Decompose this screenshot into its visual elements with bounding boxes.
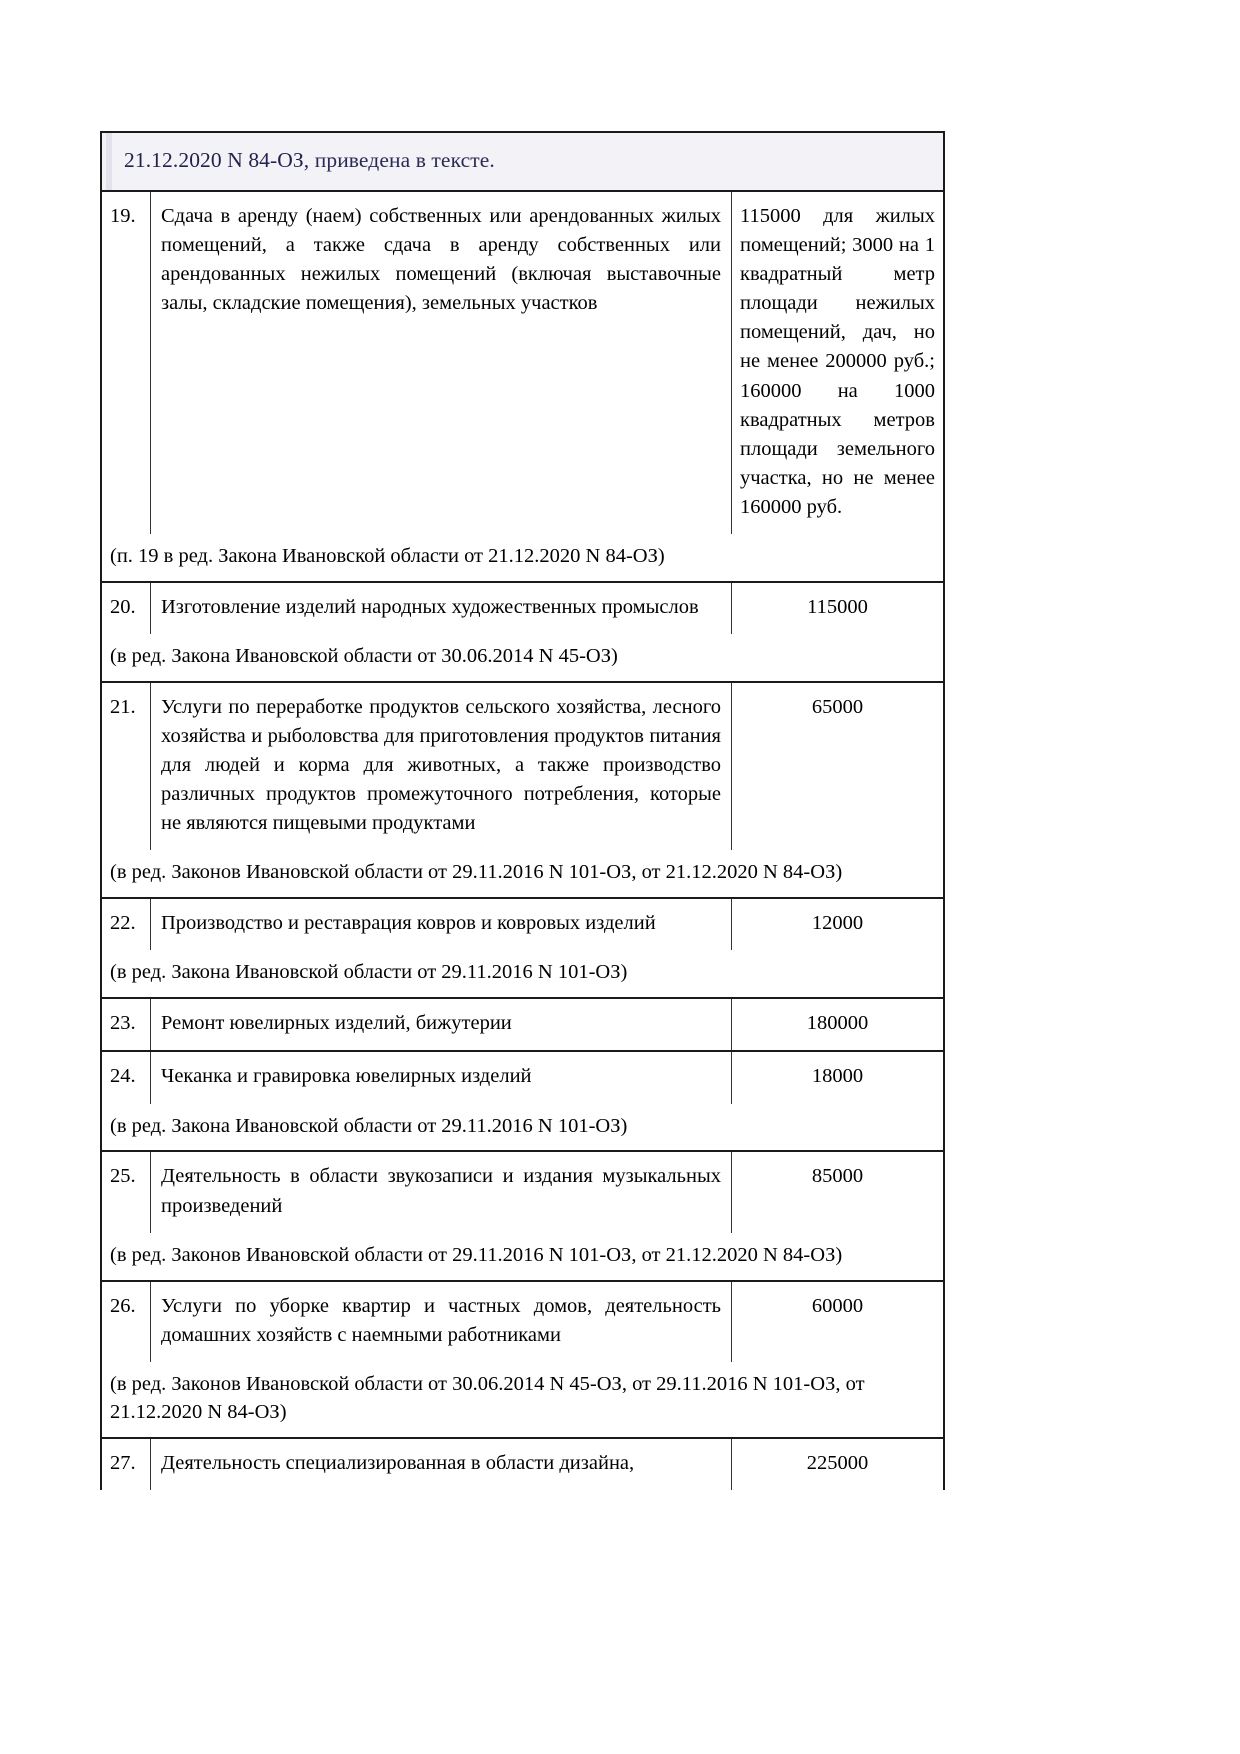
amendment-note-row [102,1233,943,1280]
table-row [102,1150,943,1232]
table-rows-container [102,190,943,1490]
amendment-note-text: (в ред. Законов Ивановской области от 30.06.2014 N 45-ОЗ, от 29.11.2016 N 101-ОЗ, от 21.12.2020 N 84-ОЗ) [110,1372,865,1423]
table-row [102,1050,943,1103]
amendment-note-text: (в ред. Закона Ивановской области от 29.11.2016 N 101-ОЗ) [110,961,628,984]
banner-law-reference: 21.12.2020 N 84-ОЗ [124,148,304,172]
patent-income-table [100,131,945,1490]
row-number: 21. [110,695,136,718]
activity-description: Чеканка и гравировка ювелирных изделий [150,1052,731,1103]
row-number: 26. [110,1294,136,1317]
table-row [102,897,943,950]
row-number: 22. [110,912,136,935]
potential-income-amount: 18000 [731,1052,943,1103]
amendment-note-text: (в ред. Закона Ивановской области от 30.06.2014 N 45-ОЗ) [110,645,618,668]
table-row [102,1280,943,1362]
activity-description: Изготовление изделий народных художественных промыслов [150,583,731,634]
row-number: 23. [110,1012,136,1035]
row-number: 27. [110,1451,136,1474]
amendment-note-row [102,950,943,997]
potential-income-amount: 225000 [731,1439,943,1490]
table-row [102,1437,943,1490]
activity-description: Производство и реставрация ковров и ковровых изделий [150,899,731,950]
activity-description: Ремонт ювелирных изделий, бижутерии [150,999,731,1050]
highlight-banner [102,133,943,190]
banner-text [102,147,943,174]
table-row [102,581,943,634]
amendment-note-text: (п. 19 в ред. Закона Ивановской области от 21.12.2020 N 84-ОЗ) [110,545,665,568]
activity-description: Деятельность в области звукозаписи и издания музыкальных произведений [150,1152,731,1232]
amendment-note-text: (в ред. Закона Ивановской области от 29.11.2016 N 101-ОЗ) [110,1114,628,1137]
table-row [102,997,943,1050]
amendment-note-row [102,1362,943,1437]
table-row [102,190,943,534]
potential-income-amount: 115000 [731,583,943,634]
amendment-note-text: (в ред. Законов Ивановской области от 29.11.2016 N 101-ОЗ, от 21.12.2020 N 84-ОЗ) [110,1243,843,1266]
amendment-note-row [102,1104,943,1151]
potential-income-amount: 180000 [731,999,943,1050]
amendment-note-text: (в ред. Законов Ивановской области от 29.11.2016 N 101-ОЗ, от 21.12.2020 N 84-ОЗ) [110,861,843,884]
row-number: 19. [110,204,136,227]
table-row [102,681,943,851]
activity-description: Услуги по переработке продуктов сельского хозяйства, лесного хозяйства и рыболовства для приготовления продуктов питания для людей и корма для животных, а также производство различных продуктов промежуточного потребления, которые не являются пищевыми продуктами [150,683,731,851]
row-number: 25. [110,1165,136,1188]
banner-accent-bar [106,133,112,190]
potential-income-amount: 12000 [731,899,943,950]
activity-description: Сдача в аренду (наем) собственных или арендованных жилых помещений, а также сдача в аренду собственных или арендованных нежилых помещений (включая выставочные залы, складские помещения), земельных участков [150,192,731,534]
row-number: 24. [110,1065,136,1088]
activity-description: Услуги по уборке квартир и частных домов, деятельность домашних хозяйств с наемными работниками [150,1282,731,1362]
potential-income-amount: 65000 [731,683,943,851]
banner-tail-text: , приведена в тексте. [303,148,495,172]
potential-income-amount: 85000 [731,1152,943,1232]
amendment-note-row [102,534,943,581]
amendment-note-row [102,850,943,897]
potential-income-amount: 115000 для жилых помещений; 3000 на 1 квадратный метр площади нежилых помещений, дач, но не менее 200000 руб.; 160000 на 1000 квадратных метров площади земельного участка, но не менее 160000 руб. [731,192,943,534]
amendment-note-row [102,634,943,681]
potential-income-amount: 60000 [731,1282,943,1362]
row-number: 20. [110,595,136,618]
activity-description: Деятельность специализированная в области дизайна, [150,1439,731,1490]
